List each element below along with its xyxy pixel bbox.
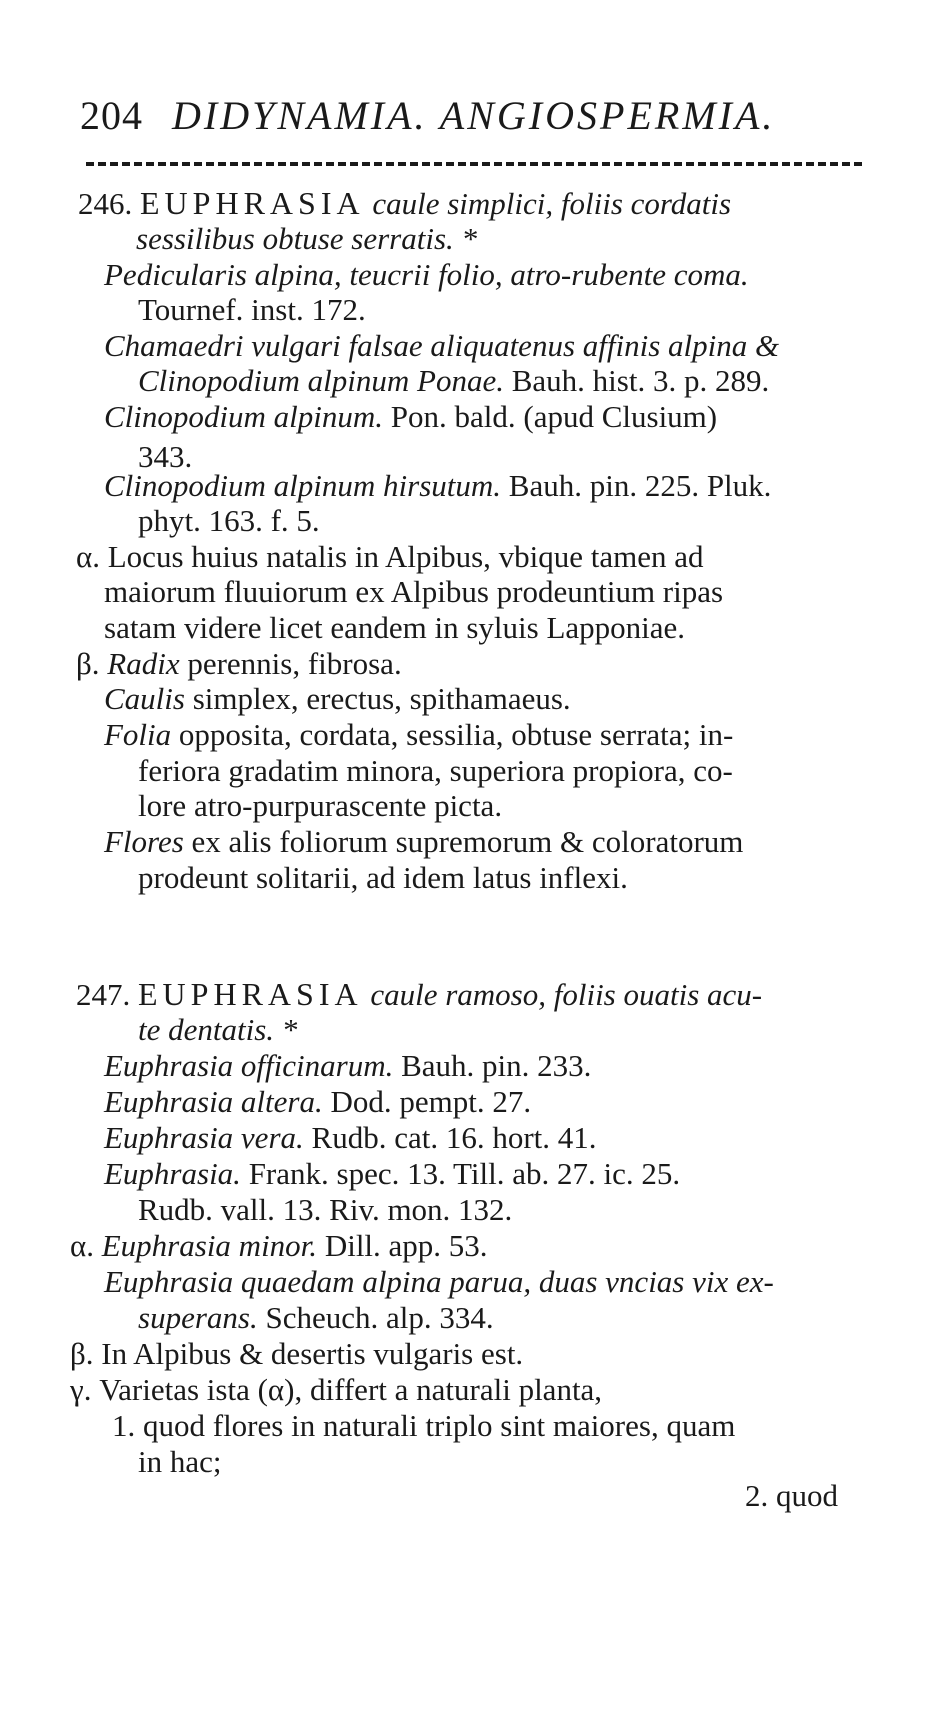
running-title: DIDYNAMIA. ANGIOSPERMIA. xyxy=(172,93,776,138)
synonym-line: Euphrasia altera. Dod. pempt. 27. xyxy=(104,1084,532,1119)
catchword: 2. quod xyxy=(745,1478,838,1513)
page-header xyxy=(80,92,860,152)
greek-marker: β. xyxy=(70,1336,94,1371)
text-line: Tournef. inst. 172. xyxy=(138,292,366,327)
greek-marker: β. xyxy=(76,646,100,681)
text-line: Rudb. vall. 13. Riv. mon. 132. xyxy=(138,1192,513,1227)
text-line: satam videre licet eandem in syluis Lapponiae. xyxy=(104,610,686,645)
synonym-line: Chamaedri vulgari falsae aliquatenus affinis alpina & xyxy=(104,328,780,363)
text-line: β. Radix perennis, fibrosa. xyxy=(76,646,402,681)
text-line: γ. Varietas ista (α), differt a naturali planta, xyxy=(70,1372,603,1407)
text-line: α. Locus huius natalis in Alpibus, vbique tamen ad xyxy=(76,539,704,574)
text-line: prodeunt solitarii, ad idem latus inflexi. xyxy=(138,860,628,895)
synonym-line: Euphrasia quaedam alpina parua, duas vncias vix ex- xyxy=(104,1264,774,1299)
page-number: 204 xyxy=(80,93,143,138)
synonym-line: Euphrasia officinarum. Bauh. pin. 233. xyxy=(104,1048,592,1083)
greek-marker: α. xyxy=(70,1228,94,1263)
text-line: sessilibus obtuse serratis. * xyxy=(136,221,478,256)
entry-number: 247. xyxy=(76,977,131,1012)
synonym-line: Pedicularis alpina, teucrii folio, atro-rubente coma. xyxy=(104,257,749,292)
text-line: 1. quod flores in naturali triplo sint maiores, quam xyxy=(112,1408,736,1443)
text-line: in hac; xyxy=(138,1444,222,1479)
greek-marker: α. xyxy=(76,539,100,574)
entry-heading xyxy=(76,974,762,1015)
genus-name: EUPHRASIA xyxy=(140,185,365,221)
text-line: Clinopodium alpinum Ponae. Bauh. hist. 3. p. 289. xyxy=(138,363,770,398)
synonym-line: Clinopodium alpinum hirsutum. Bauh. pin. 225. Pluk. xyxy=(104,468,772,503)
entry-number: 246. xyxy=(78,186,133,221)
text-line: superans. Scheuch. alp. 334. xyxy=(138,1300,494,1335)
text-line: β. In Alpibus & desertis vulgaris est. xyxy=(70,1336,524,1371)
diagnosis-text: caule simplici, foliis cordatis xyxy=(372,186,732,221)
header-rule xyxy=(86,162,862,166)
text-line: 343. xyxy=(138,439,193,474)
text-line: phyt. 163. f. 5. xyxy=(138,503,320,538)
entry-heading xyxy=(78,183,731,224)
synonym-line: Euphrasia. Frank. spec. 13. Till. ab. 27. ic. 25. xyxy=(104,1156,681,1191)
greek-marker: γ. xyxy=(70,1372,92,1407)
text-line: Caulis simplex, erectus, spithamaeus. xyxy=(104,681,571,716)
text-line: Flores ex alis foliorum supremorum & coloratorum xyxy=(104,824,744,859)
synonym-line: Clinopodium alpinum. Pon. bald. (apud Clusium) xyxy=(104,399,718,434)
text-line: α. Euphrasia minor. Dill. app. 53. xyxy=(70,1228,488,1263)
genus-name: EUPHRASIA xyxy=(138,976,363,1012)
diagnosis-text: caule ramoso, foliis ouatis acu- xyxy=(370,977,763,1012)
text-line: maiorum fluuiorum ex Alpibus prodeuntium ripas xyxy=(104,574,724,609)
synonym-line: Euphrasia vera. Rudb. cat. 16. hort. 41. xyxy=(104,1120,597,1155)
text-line: feriora gradatim minora, superiora propiora, co- xyxy=(138,753,733,788)
text-line: lore atro-purpurascente picta. xyxy=(138,788,503,823)
text-line: te dentatis. * xyxy=(138,1012,298,1047)
text-line: Folia opposita, cordata, sessilia, obtuse serrata; in- xyxy=(104,717,734,752)
